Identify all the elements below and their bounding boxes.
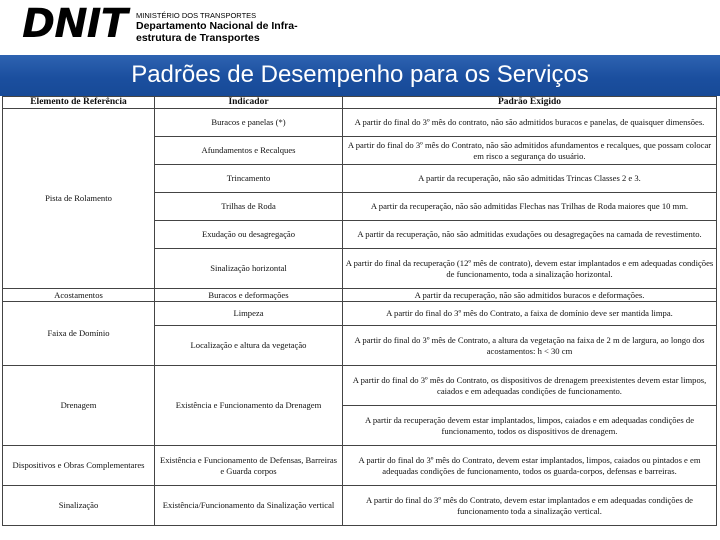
reference-cell: Acostamentos <box>3 289 155 302</box>
indicator-cell: Afundamentos e Recalques <box>155 137 343 165</box>
indicator-cell: Trilhas de Roda <box>155 193 343 221</box>
performance-table <box>2 96 717 526</box>
department-label: Departamento Nacional de Infra-estrutura de Transportes <box>136 20 298 44</box>
standard-cell: A partir da recuperação, não são admitidas exudações ou desagregações na camada de revestimento. <box>343 221 717 249</box>
standard-cell: A partir do final do 3º mês do Contrato, não são admitidos afundamentos e recalques, que possam colocar em risco a segurança do usuário. <box>343 137 717 165</box>
standard-cell: A partir da recuperação, não são admitidas Trincas Classes 2 e 3. <box>343 165 717 193</box>
indicator-cell: Existência e Funcionamento da Drenagem <box>155 366 343 446</box>
col-header-indicator: Indicador <box>155 97 343 109</box>
indicator-cell: Buracos e panelas (*) <box>155 109 343 137</box>
indicator-cell: Existência e Funcionamento de Defensas, Barreiras e Guarda corpos <box>155 446 343 486</box>
standard-cell: A partir do final do 3º mês do Contrato, devem estar implantados, limpos, caiados ou pintados e em adequadas condições de funcionamento, todos os guarda-corpos, defensas e barreiras. <box>343 446 717 486</box>
standard-cell: A partir do final da recuperação (12º mês de contrato), devem estar implantados e em adequadas condições de funcionamento, toda a sinalização horizontal. <box>343 249 717 289</box>
indicator-cell: Exudação ou desagregação <box>155 221 343 249</box>
slide-title: Padrões de Desempenho para os Serviços <box>131 61 589 88</box>
table-row <box>3 486 717 526</box>
reference-cell: Dispositivos e Obras Complementares <box>3 446 155 486</box>
performance-table-image <box>0 96 720 540</box>
table-row <box>3 289 717 302</box>
table-row <box>3 109 717 137</box>
standard-cell: A partir do final do 3º mês de Contrato, a altura da vegetação na faixa de 2 m de largura, ao longo dos acostamentos: h < 30 cm <box>343 326 717 366</box>
standard-cell: A partir do final do 3º mês do Contrato, os dispositivos de drenagem preexistentes devem estar limpos, caiados e em adequadas condições de funcionamento. <box>343 366 717 406</box>
ministry-label: MINISTÉRIO DOS TRANSPORTES <box>136 11 257 20</box>
reference-cell: Sinalização <box>3 486 155 526</box>
table-row <box>3 366 717 406</box>
standard-cell: A partir do final do 3º mês do Contrato, devem estar implantados e em adequadas condições de funcionamento toda a sinalização vertical. <box>343 486 717 526</box>
indicator-cell: Trincamento <box>155 165 343 193</box>
col-header-reference: Elemento de Referência <box>3 97 155 109</box>
reference-cell: Drenagem <box>3 366 155 446</box>
indicator-cell: Existência/Funcionamento da Sinalização vertical <box>155 486 343 526</box>
table-header-row <box>3 97 717 109</box>
standard-cell: A partir do final do 3º mês do Contrato, a faixa de domínio deve ser mantida limpa. <box>343 302 717 326</box>
standard-cell: A partir da recuperação, não são admitidas Flechas nas Trilhas de Roda maiores que 10 mm. <box>343 193 717 221</box>
standard-cell: A partir da recuperação devem estar implantados, limpos, caiados e em adequadas condições de funcionamento, todos os dispositivos de drenagem. <box>343 406 717 446</box>
standard-cell: A partir da recuperação, não são admitidos buracos e deformações. <box>343 289 717 302</box>
reference-cell: Pista de Rolamento <box>3 109 155 289</box>
indicator-cell: Limpeza <box>155 302 343 326</box>
indicator-cell: Sinalização horizontal <box>155 249 343 289</box>
standard-cell: A partir do final do 3º mês do contrato, não são admitidos buracos e panelas, de quaisquer dimensões. <box>343 109 717 137</box>
dnit-logo: DNIT <box>22 1 127 47</box>
indicator-cell: Localização e altura da vegetação <box>155 326 343 366</box>
reference-cell: Faixa de Domínio <box>3 302 155 366</box>
col-header-standard: Padrão Exigido <box>343 97 717 109</box>
header <box>0 0 720 55</box>
table-row <box>3 302 717 326</box>
table-row <box>3 446 717 486</box>
indicator-cell: Buracos e deformações <box>155 289 343 302</box>
